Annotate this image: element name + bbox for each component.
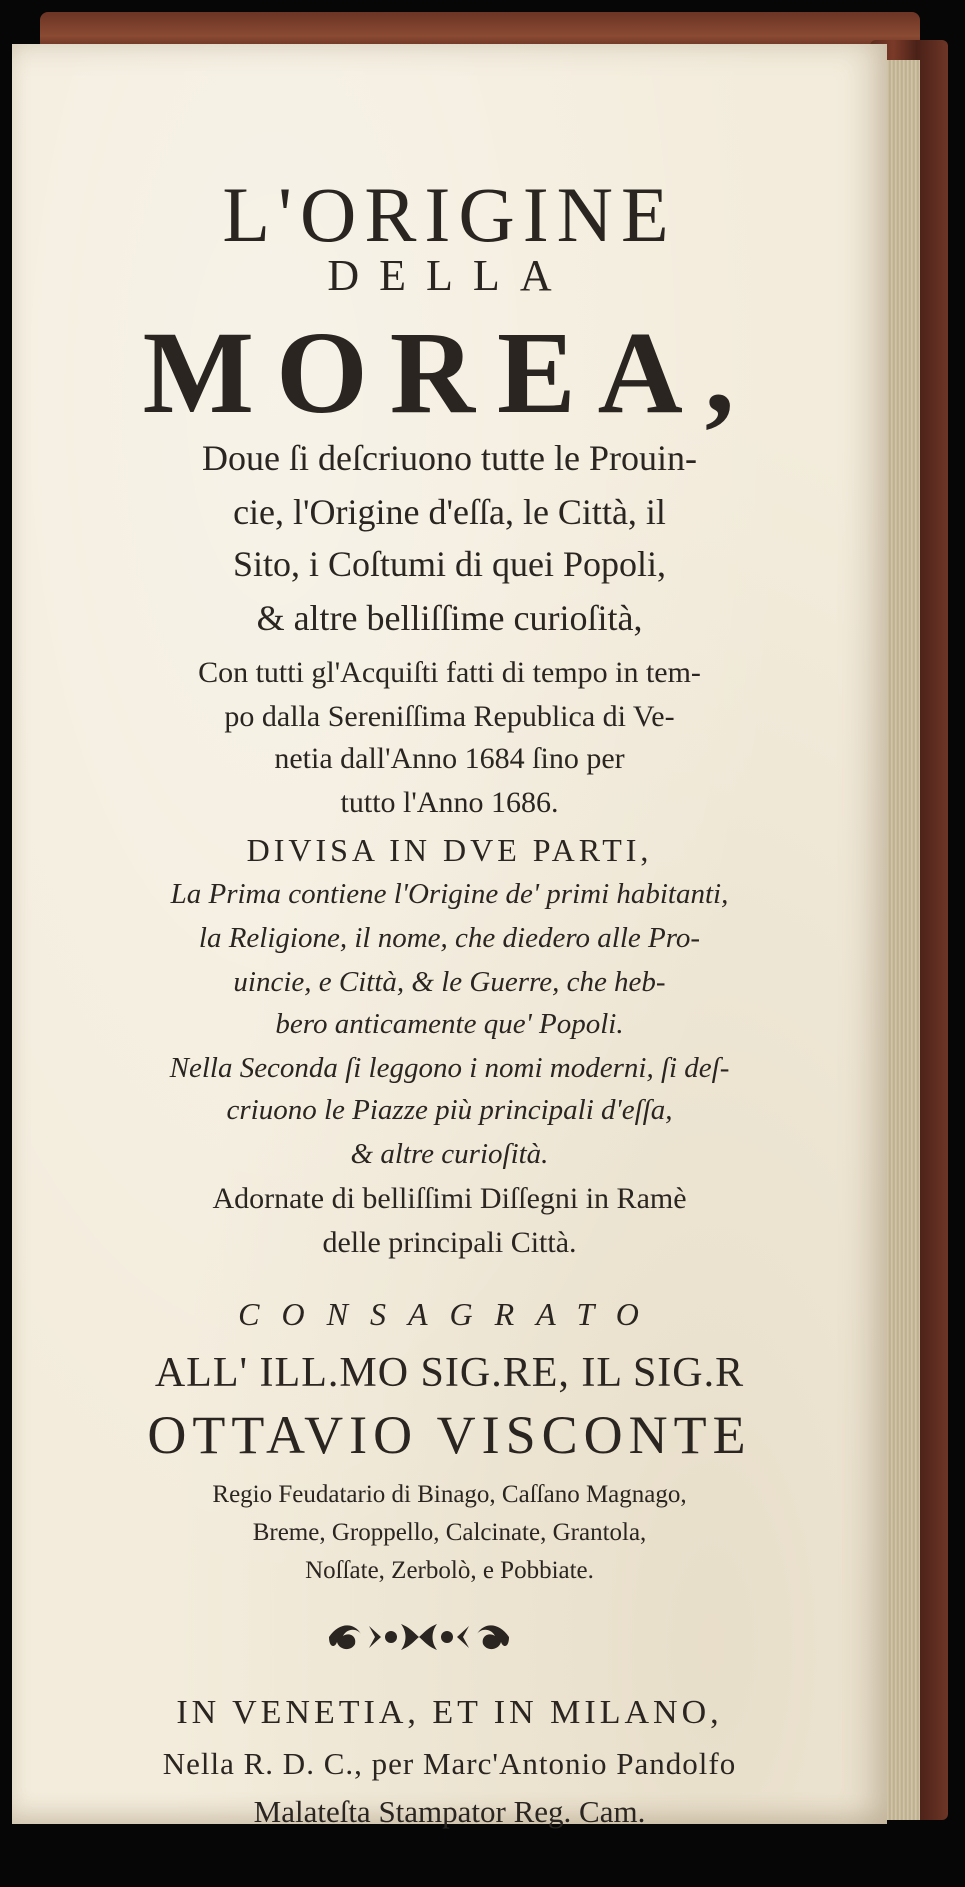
adorned-line: delle principali Città. <box>322 1226 577 1259</box>
acquisitions-line: po dalla Sereniſſima Republica di Ve- <box>224 700 675 733</box>
parts-line: bero anticamente que' Popoli. <box>275 1008 624 1040</box>
divisa-heading: DIVISA IN DVE PARTI, <box>246 832 653 868</box>
acquisitions-line: tutto l'Anno 1686. <box>340 786 559 819</box>
description-line: Sito, i Coſtumi di quei Popoli, <box>232 544 667 584</box>
fleuron-ornament-icon <box>319 1614 519 1660</box>
parts-line: La Prima contiene l'Origine de' primi habitanti, <box>170 878 729 910</box>
dedicatee-lands-line: Noſſate, Zerbolò, e Pobbiate. <box>305 1557 594 1584</box>
imprint-place: IN VENETIA, ET IN MILANO, <box>176 1694 723 1731</box>
parts-line: & altre curioſità. <box>350 1138 549 1170</box>
description-line: Doue ſi deſcriuono tutte le Prouin- <box>202 438 697 478</box>
imprint-printer-title: Malateſta Stampator Reg. Cam. <box>253 1794 646 1829</box>
description-line: & altre belliſſime curioſità, <box>256 598 643 638</box>
description-line: cie, l'Origine d'eſſa, le Città, il <box>233 492 666 532</box>
adorned-line: Adornate di belliſſimi Diſſegni in Ramè <box>212 1182 687 1215</box>
acquisitions-line: netia dall'Anno 1684 ſino per <box>274 742 625 775</box>
imprint-printer: Nella R. D. C., per Marc'Antonio Pandolfo <box>162 1746 737 1781</box>
parts-line: Nella Seconda ſi leggono i nomi moderni, ſi deſ- <box>169 1052 730 1084</box>
title-line-origine: L'ORIGINE <box>222 171 677 258</box>
consecrated-heading: CONSAGRATO <box>238 1296 661 1332</box>
dedicatee-lands-line: Regio Feudatario di Binago, Caſſano Magnago, <box>212 1481 687 1508</box>
parts-line: la Religione, il nome, che diedero alle Pro- <box>198 922 701 954</box>
acquisitions-line: Con tutti gl'Acquiſti fatti di tempo in tem- <box>198 656 701 689</box>
title-line-della: DELLA <box>327 251 572 300</box>
parts-line: criuono le Piazze più principali d'eſſa, <box>226 1094 673 1126</box>
title-page <box>12 44 887 1829</box>
title-line-morea: MOREA, <box>142 307 757 438</box>
dedicatee-title: ALL' ILL.MO SIG.RE, IL SIG.R <box>154 1350 745 1396</box>
parts-line: uincie, e Città, & le Guerre, che heb- <box>233 966 666 998</box>
dedicatee-name: OTTAVIO VISCONTE <box>147 1405 752 1465</box>
dedicatee-lands-line: Breme, Groppello, Calcinate, Grantola, <box>252 1519 647 1546</box>
